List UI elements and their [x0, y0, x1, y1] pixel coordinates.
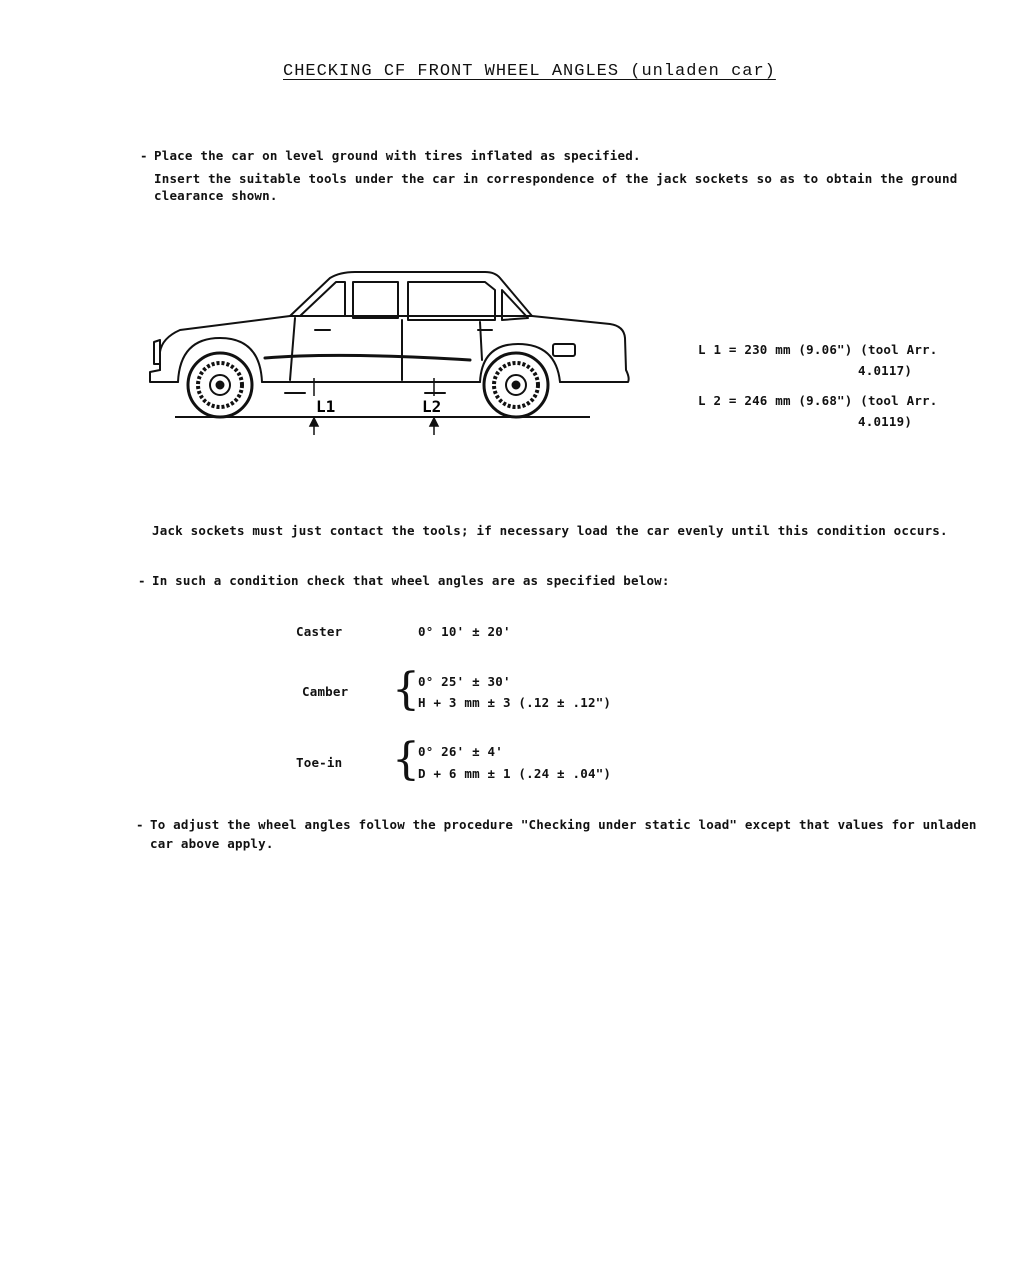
toein-label: Toe-in — [296, 755, 343, 770]
caster-label: Caster — [296, 624, 343, 639]
adjust-line-1: To adjust the wheel angles follow the procedure "Checking under static load" except that values for unladen — [150, 817, 977, 832]
intro-line-1: Place the car on level ground with tires inflated as specified. — [154, 148, 641, 163]
jack-note: Jack sockets must just contact the tools; if necessary load the car evenly until this condition occurs. — [152, 523, 948, 538]
toein-value-2: D + 6 mm ± 1 (.24 ± .04") — [418, 766, 612, 781]
toein-brace-icon: { — [392, 734, 420, 785]
camber-label: Camber — [302, 684, 349, 699]
adjust-bullet: - — [136, 817, 144, 832]
figure-label-l2: L2 — [422, 397, 442, 416]
camber-value-1: 0° 25' ± 30' — [418, 674, 511, 689]
page-title: CHECKING CF FRONT WHEEL ANGLES (unladen car) — [283, 62, 776, 81]
condition-text: In such a condition check that wheel angles are as specified below: — [152, 573, 670, 588]
spec-l2-line-1: L 2 = 246 mm (9.68") (tool Arr. — [698, 393, 938, 408]
intro-line-3: clearance shown. — [154, 188, 278, 203]
figure-label-l1: L1 — [316, 397, 336, 416]
intro-line-2: Insert the suitable tools under the car in correspondence of the jack sockets so as to obtain the ground — [154, 171, 958, 186]
caster-value: 0° 10' ± 20' — [418, 624, 511, 639]
intro-bullet: - — [140, 148, 148, 163]
toein-value-1: 0° 26' ± 4' — [418, 744, 503, 759]
spec-l1-line-1: L 1 = 230 mm (9.06") (tool Arr. — [698, 342, 938, 357]
spec-l1-line-2: 4.0117) — [858, 363, 913, 378]
camber-value-2: H + 3 mm ± 3 (.12 ± .12") — [418, 695, 612, 710]
adjust-line-2: car above apply. — [150, 836, 274, 851]
camber-brace-icon: { — [392, 664, 420, 715]
condition-bullet: - — [138, 573, 146, 588]
spec-l2-line-2: 4.0119) — [858, 414, 913, 429]
car-side-view-diagram — [140, 260, 650, 440]
